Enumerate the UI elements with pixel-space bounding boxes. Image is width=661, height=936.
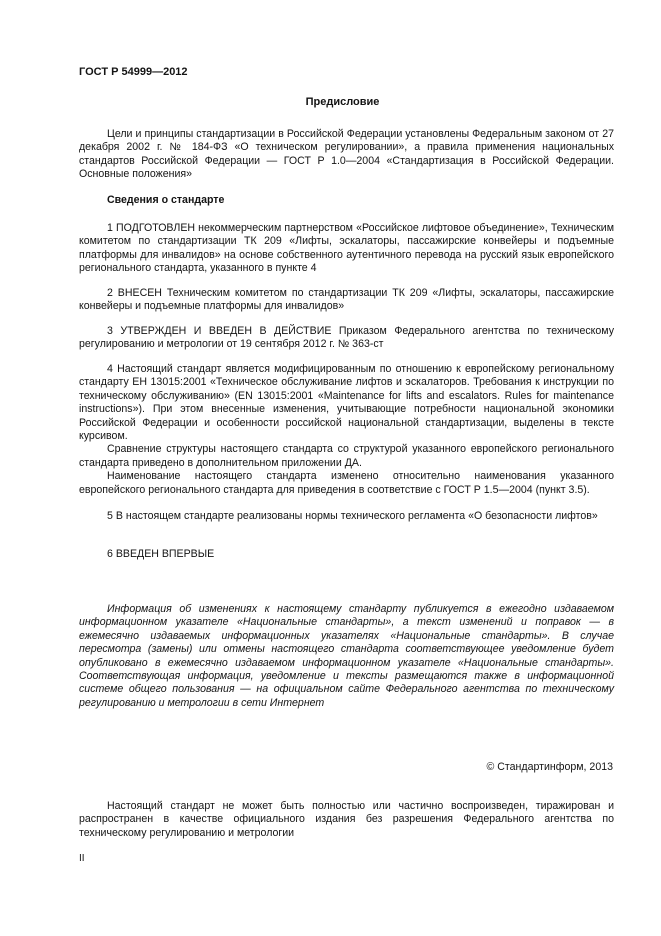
item-4-block xyxy=(79,363,614,497)
item-4: 4 Настоящий стандарт является модифицированным по отношению к европейскому региональному стандарту ЕН 13015:2001 «Техническое обслуживание лифтов и эскалаторов. Требования к инструкции по техническому обслуживанию» (EN 13015:2001 «Maintenance for lifts and escalators. Rules for maintenance instructions»). При этом внесенные изменения, учитывающие потребности национальной экономики Российской Федерации и особенности российской национальной стандартизации, выделены в тексте курсивом. xyxy=(79,363,614,443)
notice-paragraph: Информация об изменениях к настоящему стандарту публикуется в ежегодно издаваемом информационном указателе «Национальные стандарты», а текст изменений и поправок — в ежемесячно издаваемых информационных указателях «Национальные стандарты». В случае пересмотра (замены) или отмены настоящего стандарта соответствующее уведомление будет опубликовано в ежемесячно издаваемом информационном указателе «Национальные стандарты». Соответствующая информация, уведомление и тексты размещаются также в информационной системе общего пользования — на официальном сайте Федерального агентства по техническому регулированию и метрологии в сети Интернет xyxy=(79,603,614,709)
item-6: 6 ВВЕДЕН ВПЕРВЫЕ xyxy=(107,548,215,560)
footer-block xyxy=(79,800,614,840)
item-3-block xyxy=(79,325,614,352)
copyright: © Стандартинформ, 2013 xyxy=(486,761,613,773)
item-6-block xyxy=(79,548,614,561)
item-4-naming: Наименование настоящего стандарта изменено относительно наименования указанного европейского регионального стандарта для приведения в соответствие с ГОСТ Р 1.5—2004 (пункт 3.5). xyxy=(79,470,614,496)
page-number: II xyxy=(79,853,85,864)
footer-paragraph: Настоящий стандарт не может быть полностью или частично воспроизведен, тиражирован и распространен в качестве официального издания без разрешения Федерального агентства по техническому регулированию и метрологии xyxy=(79,800,614,839)
item-1-block xyxy=(79,222,614,276)
item-4-comparison: Сравнение структуры настоящего стандарта со структурой указанного европейского регионального стандарта приведено в дополнительном приложении ДА. xyxy=(79,443,614,469)
intro-paragraph: Цели и принципы стандартизации в Российской Федерации установлены Федеральным законом от 27 декабря 2002 г. № 184-ФЗ «О техническом регулировании», а правила применения национальных стандартов Российской Федерации — ГОСТ Р 1.0—2004 «Стандартизация в Российской Федерации. Основные положения» xyxy=(79,128,614,181)
page-title: Предисловие xyxy=(305,96,380,108)
item-5-block xyxy=(79,510,614,523)
intro-block xyxy=(79,128,614,182)
notice-block xyxy=(79,603,614,710)
item-2-block xyxy=(79,287,614,314)
document-code: ГОСТ Р 54999—2012 xyxy=(79,66,188,78)
item-1: 1 ПОДГОТОВЛЕН некоммерческим партнерством «Российское лифтовое объединение», Техническим комитетом по стандартизации ТК 209 «Лифты, эскалаторы, пассажирские конвейеры и подъемные платформы для инвалидов» на основе собственного аутентичного перевода на русский язык европейского регионального стандарта, указанного в пункте 4 xyxy=(79,222,614,275)
item-2: 2 ВНЕСЕН Техническим комитетом по стандартизации ТК 209 «Лифты, эскалаторы, пассажирские конвейеры и подъемные платформы для инвалидов» xyxy=(79,287,614,313)
info-subheading-block xyxy=(79,194,614,207)
item-3: 3 УТВЕРЖДЕН И ВВЕДЕН В ДЕЙСТВИЕ Приказом Федерального агентства по техническому регулированию и метрологии от 19 сентября 2012 г. № 363-ст xyxy=(79,325,614,351)
item-5: 5 В настоящем стандарте реализованы нормы технического регламента «О безопасности лифтов» xyxy=(107,510,598,522)
info-subheading: Сведения о стандарте xyxy=(107,194,225,206)
